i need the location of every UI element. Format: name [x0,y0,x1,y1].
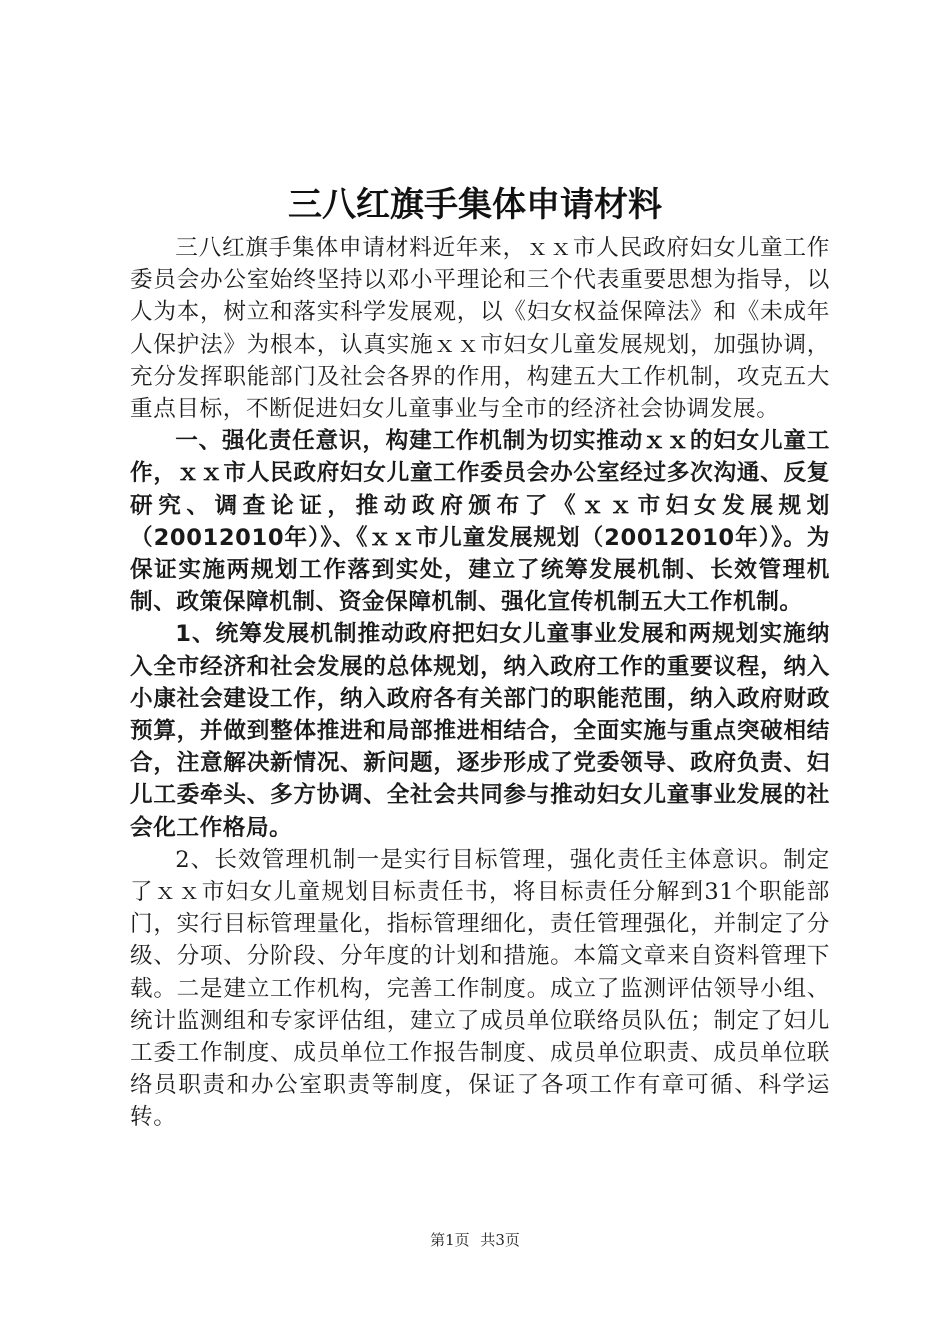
paragraph-item-2: 2、长效管理机制一是实行目标管理，强化责任主体意识。制定了ｘｘ市妇女儿童规划目标责任书，将目标责任分解到31个职能部门，实行目标管理量化，指标管理细化，责任管理强化，并制定了分级、分项、分阶段、分年度的计划和措施。本篇文章来自资料管理下载。二是建立工作机构，完善工作制度。成立了监测评估领导小组、统计监测组和专家评估组，建立了成员单位联络员队伍；制定了妇儿工委工作制度、成员单位工作报告制度、成员单位职责、成员单位联络员职责和办公室职责等制度，保证了各项工作有章可循、科学运转。 [130,846,830,1131]
document-body [130,232,830,1134]
document-title: 三八红旗手集体申请材料 [288,185,662,225]
paragraph-intro: 三八红旗手集体申请材料近年来，ｘｘ市人民政府妇女儿童工作委员会办公室始终坚持以邓小平理论和三个代表重要思想为指导，以人为本，树立和落实科学发展观，以《妇女权益保障法》和《未成年人保护法》为根本，认真实施ｘｘ市妇女儿童发展规划，加强协调，充分发挥职能部门及社会各界的作用，构建五大工作机制，攻克五大重点目标，不断促进妇女儿童事业与全市的经济社会协调发展。 [130,235,830,423]
paragraph-section-1: 一、强化责任意识，构建工作机制为切实推动ｘｘ的妇女儿童工作，ｘｘ市人民政府妇女儿童工作委员会办公室经过多次沟通、反复研究、调查论证，推动政府颁布了《ｘｘ市妇女发展规划（20012010年）》、《ｘｘ市儿童发展规划（20012010年）》。为保证实施两规划工作落到实处，建立了统筹发展机制、长效管理机制、政策保障机制、资金保障机制、强化宣传机制五大工作机制。 [130,428,830,616]
page-footer [0,1230,950,1250]
page-total: 共3页 [480,1231,520,1249]
page-number: 第1页 [430,1231,470,1249]
paragraph-item-1: 1、统筹发展机制推动政府把妇女儿童事业发展和两规划实施纳入全市经济和社会发展的总体规划，纳入政府工作的重要议程，纳入小康社会建设工作，纳入政府各有关部门的职能范围，纳入政府财政预算，并做到整体推进和局部推进相结合，全面实施与重点突破相结合，注意解决新情况、新问题，逐步形成了党委领导、政府负责、妇儿工委牵头、多方协调、全社会共同参与推动妇女儿童事业发展的社会化工作格局。 [130,621,830,841]
